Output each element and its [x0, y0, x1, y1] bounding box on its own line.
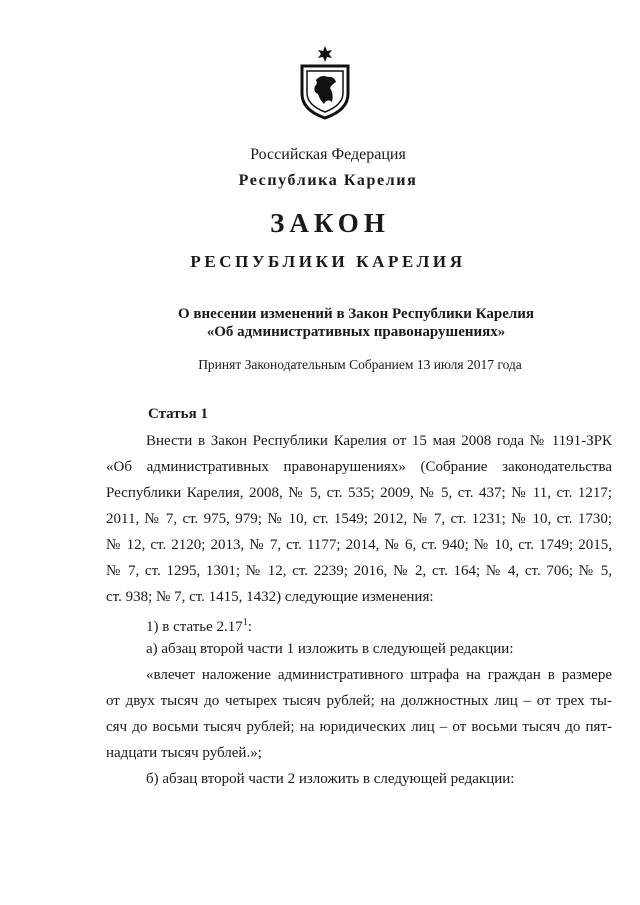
item-a-line: а) абзац второй части 1 изложить в следующей редакции:	[146, 641, 514, 657]
body-line: № 7, ст. 1295, 1301; № 12, ст. 2239; 2016, № 2, ст. 164; № 4, ст. 706; № 5,	[106, 563, 612, 579]
body-line: «Об административных правонарушениях» (Собрание законодательства	[106, 459, 612, 475]
law-heading: ЗАКОН	[270, 208, 390, 238]
federation-heading: Российская Федерация	[250, 146, 406, 163]
law-title-line-1: О внесении изменений в Закон Республики Карелия	[177, 306, 535, 322]
body-line: Внести в Закон Республики Карелия от 15 мая 2008 года № 1191-ЗРК	[146, 433, 612, 449]
accepted-date-line: Принят Законодательным Собранием 13 июля 2017 года	[198, 357, 522, 372]
republic-genitive-heading: РЕСПУБЛИКИ КАРЕЛИЯ	[190, 252, 466, 271]
item-b-line: б) абзац второй части 2 изложить в следующей редакции:	[146, 771, 515, 787]
item-1-line: 1) в статье 2.17$^1$:	[146, 617, 252, 635]
body-line: ст. 938; № 7, ст. 1415, 1432) следующие изменения:	[106, 589, 434, 605]
item-1-superscript: 1	[242, 617, 248, 628]
article-body	[106, 428, 612, 792]
body-line: Республики Карелия, 2008, № 5, ст. 535; 2009, № 5, ст. 437; № 11, ст. 1217;	[106, 485, 612, 501]
karelia-coat-of-arms-emblem	[296, 44, 354, 120]
body-line: 2011, № 7, ст. 975, 979; № 10, ст. 1549; 2012, № 7, ст. 1231; № 10, ст. 1730;	[106, 511, 612, 527]
body-line: № 12, ст. 2120; 2013, № 7, ст. 1177; 2014, № 6, ст. 940; № 10, ст. 1749; 2015,	[106, 537, 612, 553]
quote-line: сяч до восьми тысяч рублей; на юридических лиц – от восьми тысяч до пят-	[106, 719, 612, 735]
quote-line: надцати тысяч рублей.»;	[106, 745, 262, 761]
law-title-line-2: «Об административных правонарушениях»	[206, 324, 506, 340]
quote-line: от двух тысяч до четырех тысяч рублей; на должностных лиц – от трех ты-	[106, 693, 612, 709]
republic-heading: Республика Карелия	[238, 172, 418, 189]
quote-line: «влечет наложение административного штрафа на граждан в размере	[146, 667, 612, 683]
article-heading: Статья 1	[148, 406, 208, 422]
